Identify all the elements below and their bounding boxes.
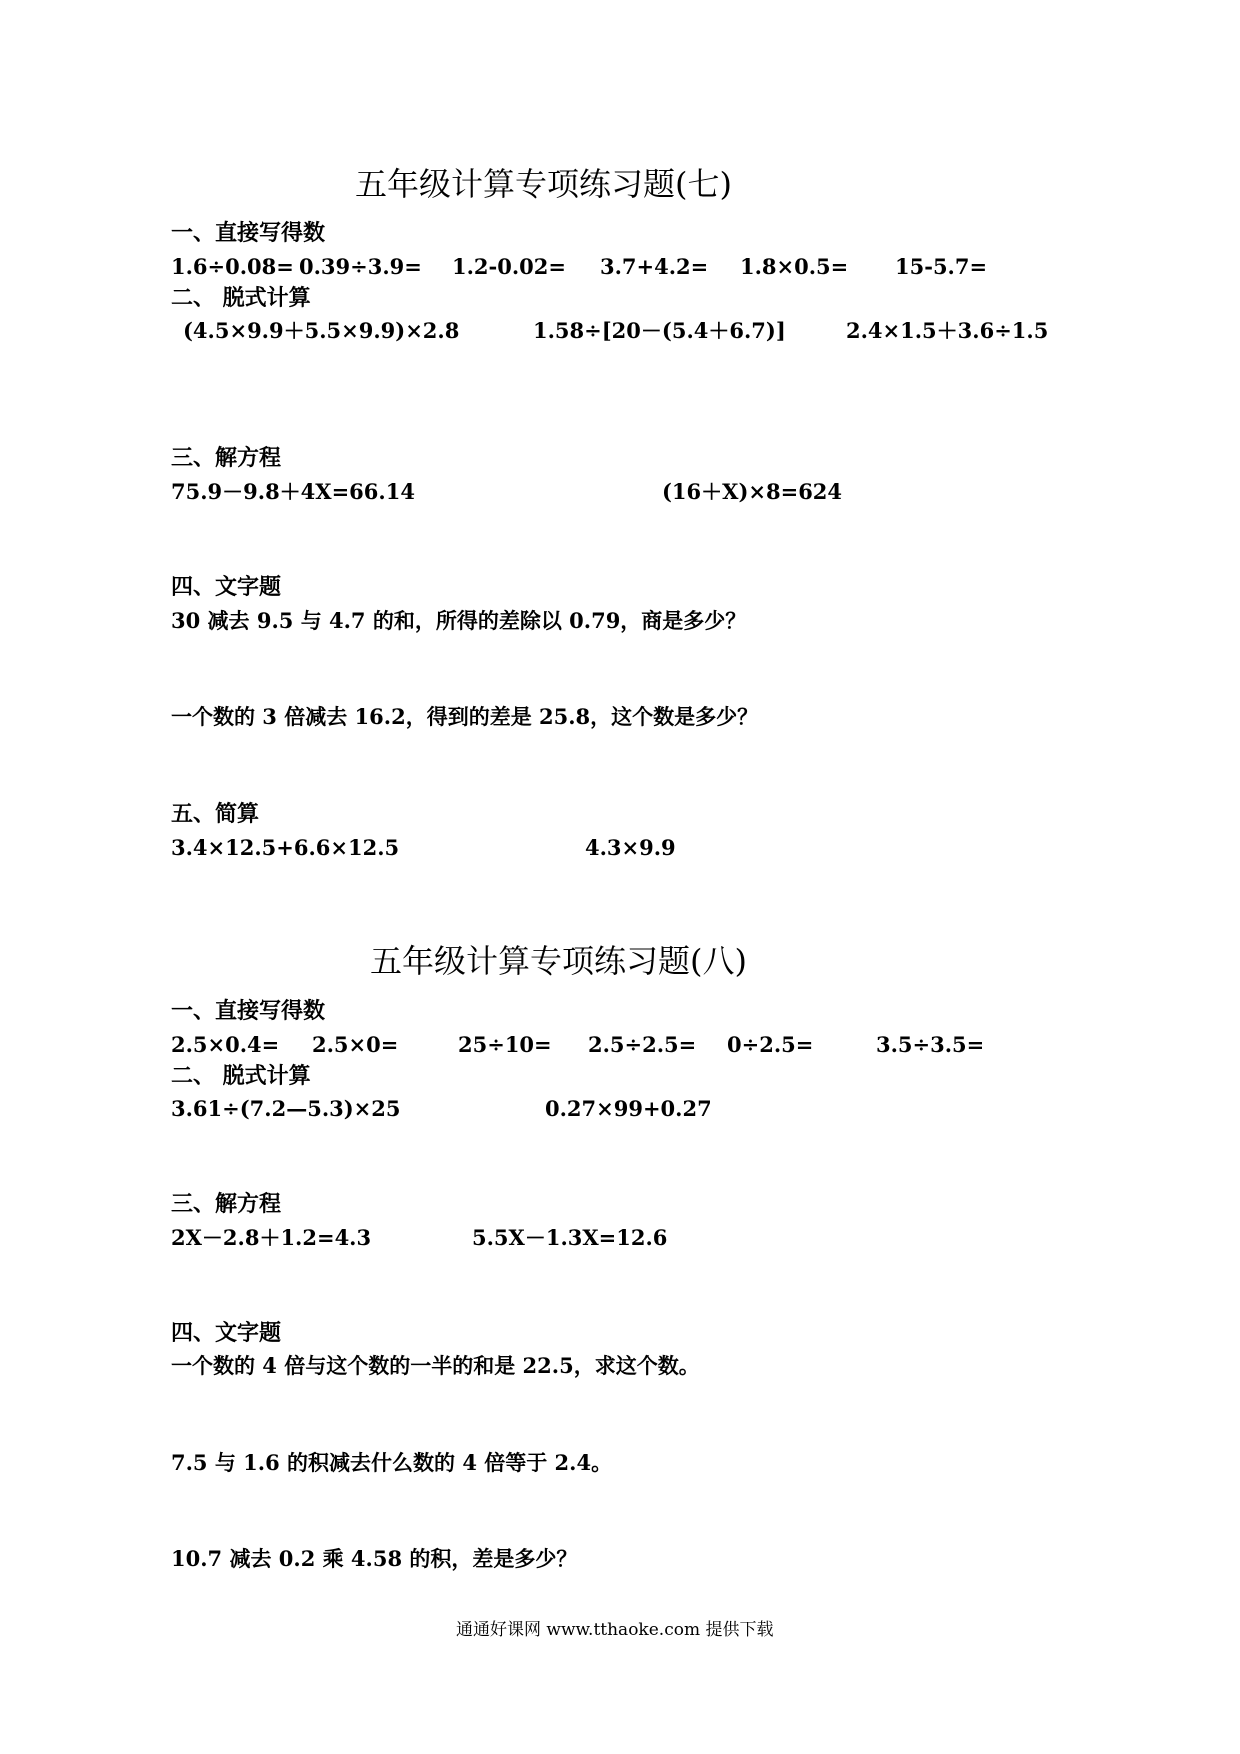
sheet7-sec1-item: 1.8×0.5= <box>740 254 849 279</box>
sheet7-sec1-item: 1.2-0.02= <box>452 254 566 279</box>
sheet8-title: 五年级计算专项练习题(八) <box>370 942 747 980</box>
sheet7-sec4-item: 一个数的 3 倍减去 16.2，得到的差是 25.8，这个数是多少？ <box>171 704 759 729</box>
sheet8-sec1-item: 0÷2.5= <box>727 1032 814 1057</box>
sheet8-sec2-item: 0.27×99+0.27 <box>545 1096 712 1121</box>
sheet7-sec1-item: 1.6÷0.08= <box>171 254 294 279</box>
sheet7-sec2-heading: 二、 脱式计算 <box>171 285 311 311</box>
sheet8-sec1-item: 2.5÷2.5= <box>588 1032 697 1057</box>
sheet7-sec2-item: 1.58÷[20－(5.4＋6.7)] <box>533 318 786 343</box>
sheet8-sec4-item: 10.7 减去 0.2 乘 4.58 的积，差是多少？ <box>171 1546 578 1571</box>
sheet8-sec1-item: 2.5×0= <box>312 1032 399 1057</box>
sheet8-sec3-item: 2X－2.8＋1.2=4.3 <box>171 1225 372 1250</box>
sheet7-sec1-item: 3.7+4.2= <box>600 254 709 279</box>
sheet7-sec5-item: 4.3×9.9 <box>585 835 676 860</box>
sheet7-sec1-heading: 一、直接写得数 <box>171 220 326 246</box>
sheet8-sec4-heading: 四、文字题 <box>171 1320 282 1346</box>
sheet7-sec2-item: 2.4×1.5＋3.6÷1.5 <box>846 318 1049 343</box>
sheet7-title: 五年级计算专项练习题(七) <box>355 165 732 203</box>
sheet7-sec4-item: 30 减去 9.5 与 4.7 的和，所得的差除以 0.79，商是多少？ <box>171 608 747 633</box>
sheet8-sec3-item: 5.5X－1.3X=12.6 <box>472 1225 668 1250</box>
sheet8-sec1-item: 3.5÷3.5= <box>876 1032 985 1057</box>
sheet8-sec3-heading: 三、解方程 <box>171 1191 282 1217</box>
sheet8-sec1-item: 25÷10= <box>458 1032 552 1057</box>
sheet7-sec4-heading: 四、文字题 <box>171 574 282 600</box>
sheet7-sec1-item: 0.39÷3.9= <box>299 254 422 279</box>
sheet8-sec2-item: 3.61÷(7.2—5.3)×25 <box>171 1096 401 1121</box>
sheet8-sec1-heading: 一、直接写得数 <box>171 998 326 1024</box>
sheet7-sec3-item: (16＋X)×8=624 <box>662 479 843 504</box>
sheet8-sec1-item: 2.5×0.4= <box>171 1032 280 1057</box>
sheet7-sec2-item: (4.5×9.9＋5.5×9.9)×2.8 <box>183 318 460 343</box>
footer-text: 通通好课网 www.tthaoke.com 提供下载 <box>456 1620 774 1640</box>
sheet7-sec3-item: 75.9－9.8＋4X=66.14 <box>171 479 415 504</box>
sheet8-sec4-item: 7.5 与 1.6 的积减去什么数的 4 倍等于 2.4。 <box>171 1450 613 1475</box>
sheet7-sec5-item: 3.4×12.5+6.6×12.5 <box>171 835 400 860</box>
sheet8-sec4-item: 一个数的 4 倍与这个数的一半的和是 22.5，求这个数。 <box>171 1353 700 1378</box>
sheet7-sec1-item: 15-5.7= <box>895 254 988 279</box>
sheet7-sec5-heading: 五、简算 <box>171 801 260 827</box>
sheet7-sec3-heading: 三、解方程 <box>171 445 282 471</box>
sheet8-sec2-heading: 二、 脱式计算 <box>171 1063 311 1089</box>
